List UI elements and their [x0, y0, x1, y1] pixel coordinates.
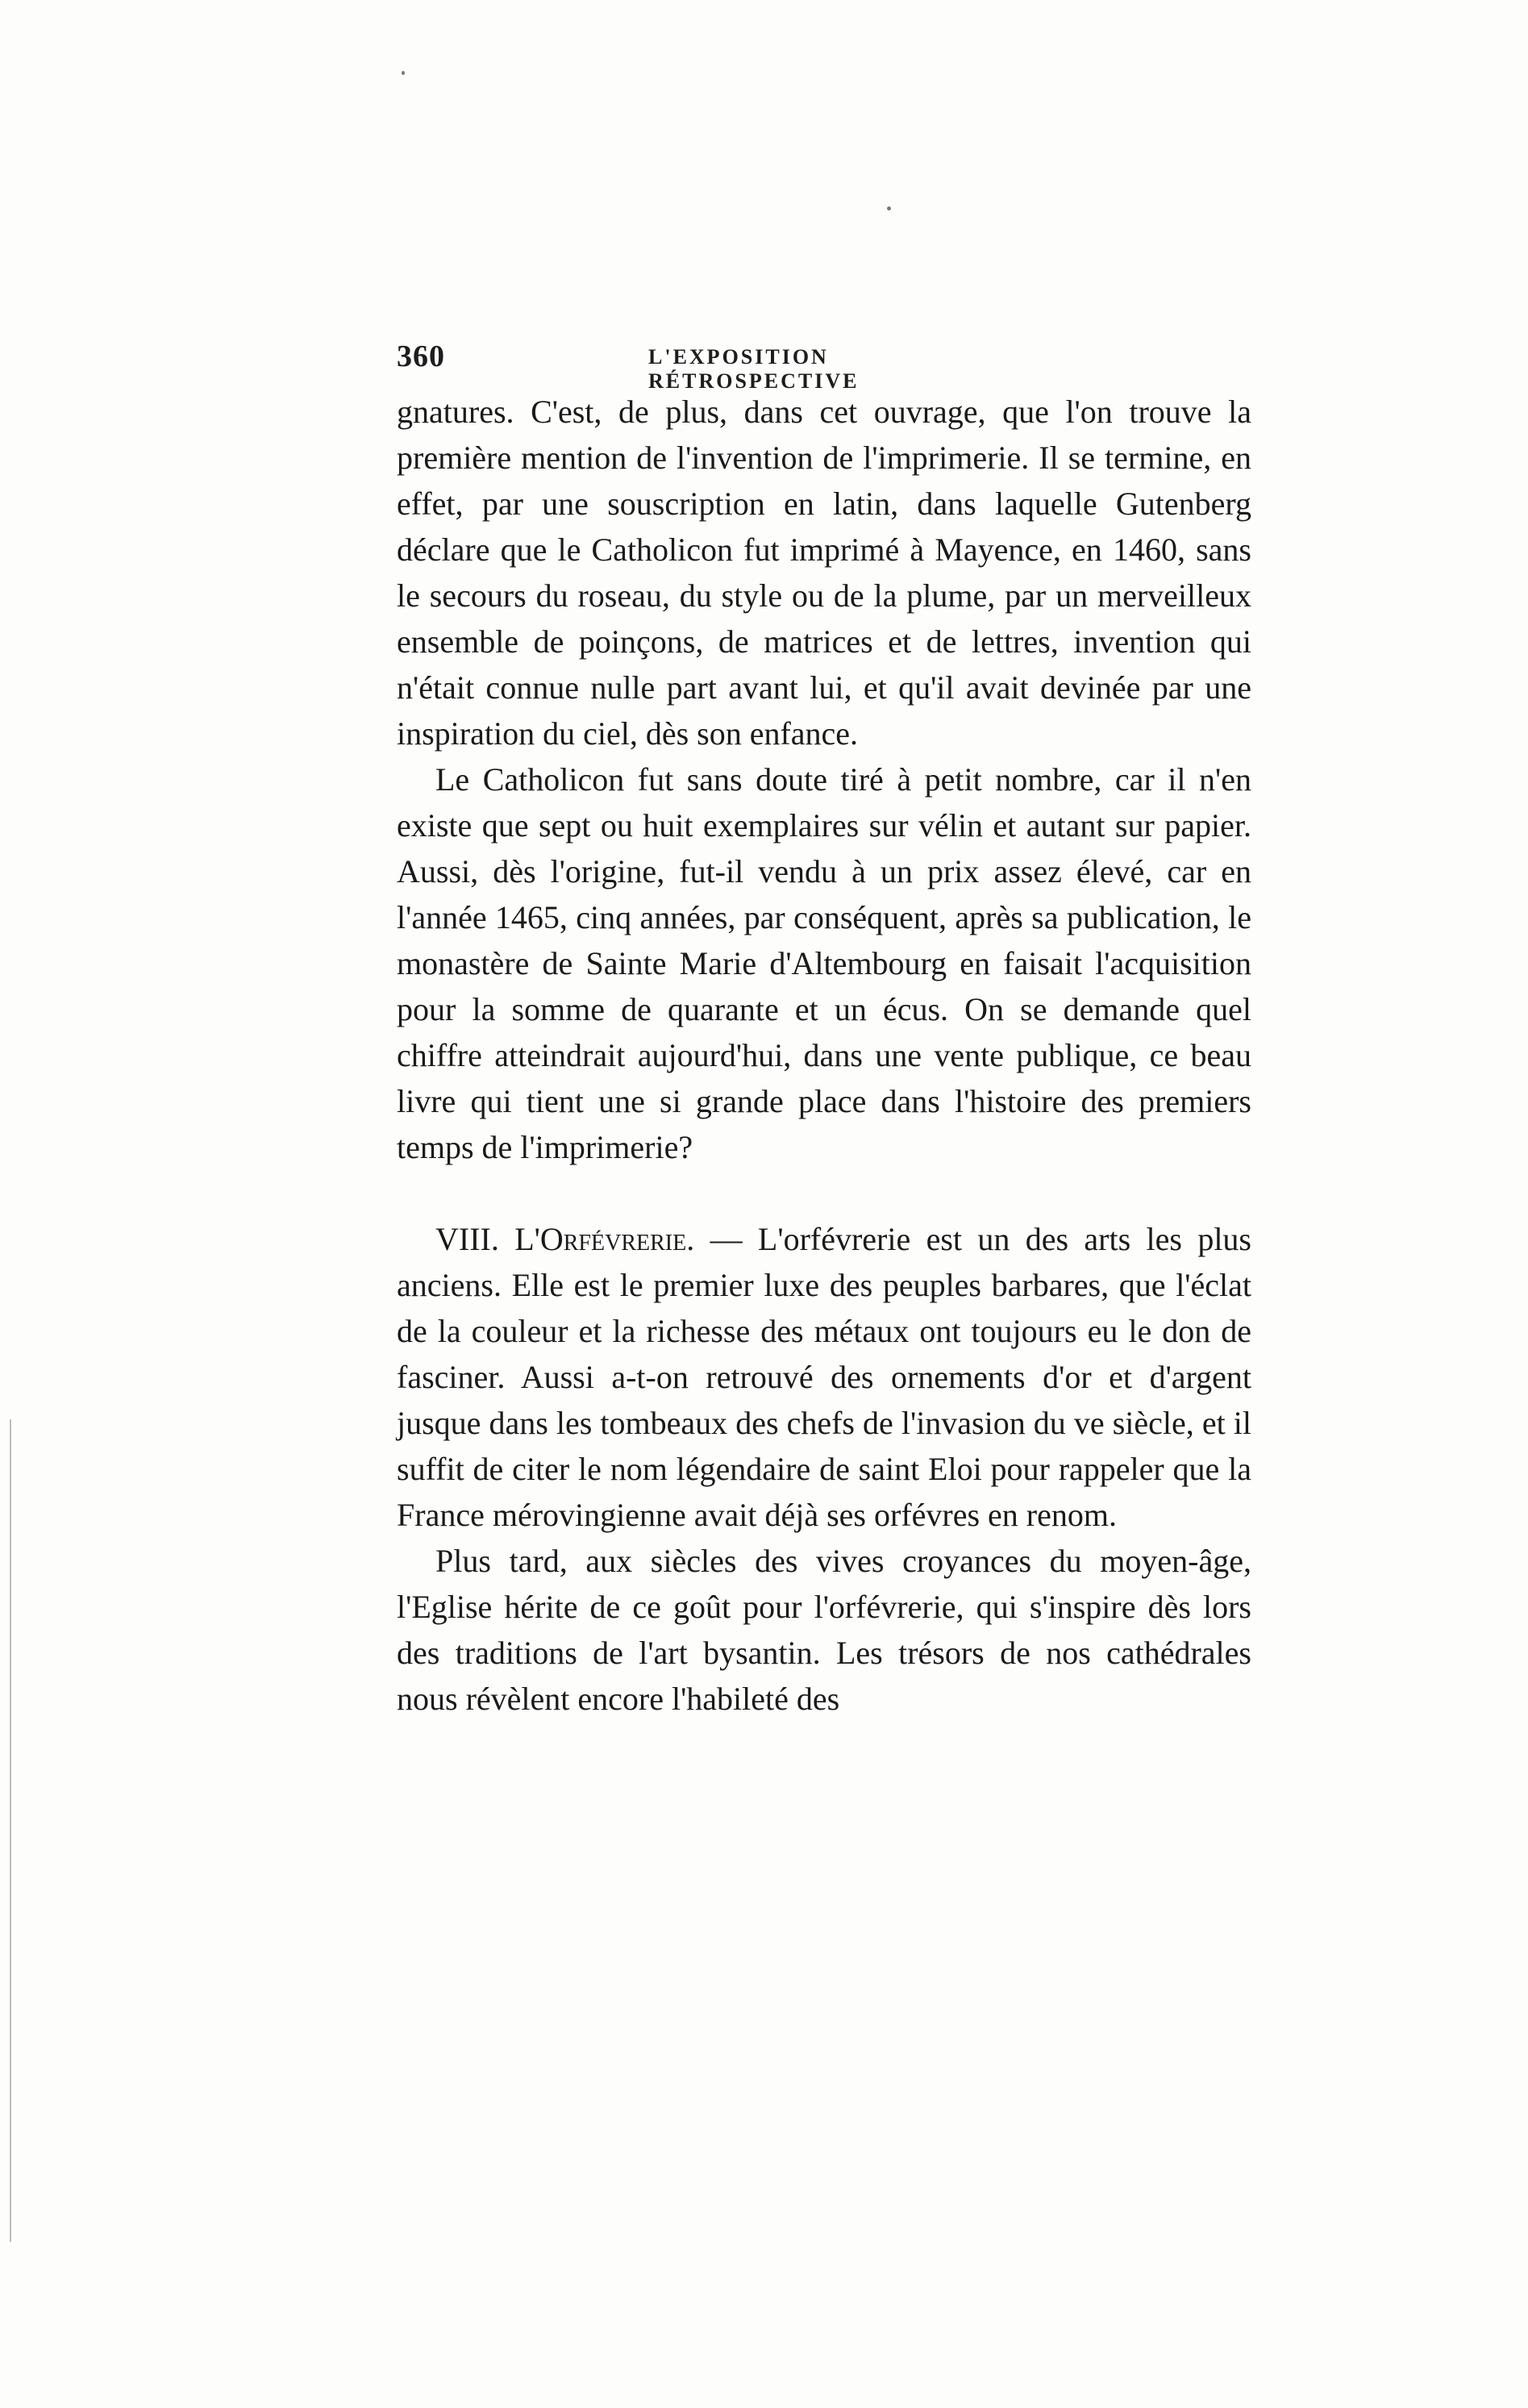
section-dash: — — [710, 1221, 743, 1257]
paragraph-4: Plus tard, aux siècles des vives croyances du moyen-âge, l'Eglise hérite de ce goût pour l'orfévrerie, qui s'inspire dès lors des traditions de l'art bysantin. Les trésors de nos cathédrales nous révèlent encore l'habileté des — [397, 1543, 1251, 1717]
page-header — [397, 339, 1018, 393]
section-number: VIII. — [435, 1221, 499, 1257]
section-title: L'Orfévrerie. — [514, 1221, 695, 1257]
paragraph-3-text: L'orfévrerie est un des arts les plus anciens. Elle est le premier luxe des peuples barbares, que l'éclat de la couleur et la richesse des métaux ont toujours eu le don de fasciner. Aussi a-t-on retrouvé des ornements d'or et d'argent jusque dans les tombeaux des chefs de l'invasion du ve siècle, et il suffit de citer le nom légendaire de saint Eloi pour rappeler que la France mérovingienne avait déjà ses orfévres en renom. — [397, 1221, 1251, 1533]
paragraph-2: Le Catholicon fut sans doute tiré à petit nombre, car il n'en existe que sept ou huit exemplaires sur vélin et autant sur papier. Aussi, dès l'origine, fut-il vendu à un prix assez élevé, car en l'année 1465, cinq années, par conséquent, après sa publication, le monastère de Sainte Marie d'Altembourg en faisait l'acquisition pour la somme de quarante et un écus. On se demande quel chiffre atteindrait aujourd'hui, dans une vente publique, ce beau livre qui tient une si grande place dans l'histoire des premiers temps de l'imprimerie? — [397, 761, 1251, 1165]
paragraph-3 — [397, 1216, 1251, 1538]
scan-speck — [402, 71, 405, 75]
scan-margin-rule — [10, 1419, 11, 2242]
page-number: 360 — [397, 340, 445, 373]
paragraph-1: gnatures. C'est, de plus, dans cet ouvrage, que l'on trouve la première mention de l'invention de l'imprimerie. Il se termine, en effet, par une souscription en latin, dans laquelle Gutenberg déclare que le Catholicon fut imprimé à Mayence, en 1460, sans le secours du roseau, du style ou de la plume, par un merveilleux ensemble de poinçons, de matrices et de lettres, invention qui n'était connue nulle part avant lui, et qu'il avait devinée par une inspiration du ciel, dès son enfance. — [397, 394, 1251, 752]
scan-speck — [887, 206, 891, 210]
body-text — [397, 389, 1251, 1722]
running-title: L'EXPOSITION RÉTROSPECTIVE — [648, 345, 860, 393]
